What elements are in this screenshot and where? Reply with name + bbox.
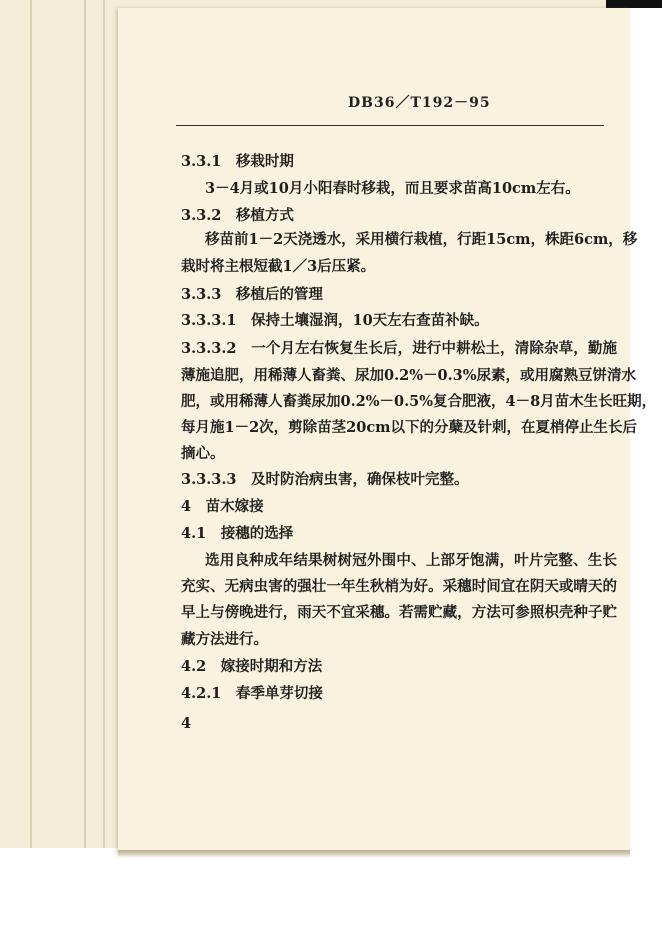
paragraph-line: 3.3.3.1 保持土壤湿润，10天左右查苗补缺。 <box>181 312 489 329</box>
section-heading: 3.3.2 移植方式 <box>181 207 294 224</box>
scan-edge-mark <box>606 0 662 8</box>
page-shadow <box>118 850 630 858</box>
header-rule <box>176 125 604 126</box>
paragraph-line: 薄施追肥，用稀薄人畜粪、尿加0.2%－0.3%尿素，或用腐熟豆饼清水 <box>181 367 637 384</box>
paragraph-line: 充实、无病虫害的强壮一年生秋梢为好。采穗时间宜在阴天或晴天的 <box>181 578 617 595</box>
paragraph-line: 肥，或用稀薄人畜粪尿加0.2%－0.5%复合肥液，4－8月苗木生长旺期， <box>181 393 657 410</box>
page-edge-line <box>30 0 32 848</box>
section-heading: 4 苗木嫁接 <box>181 498 264 515</box>
section-heading: 4.2.1 春季单芽切接 <box>181 685 323 702</box>
page-edge-line <box>103 0 105 848</box>
paragraph-line: 选用良种成年结果树树冠外围中、上部牙饱满，叶片完整、生长 <box>205 552 617 569</box>
paragraph-line: 3.3.3.3 及时防治病虫害，确保枝叶完整。 <box>181 471 469 488</box>
section-heading: 3.3.1 移栽时期 <box>181 153 294 170</box>
document-header: DB36／T192－95 <box>348 95 491 111</box>
paragraph-line: 移苗前1－2天浇透水，采用横行栽植，行距15cm，株距6cm，移 <box>205 231 638 248</box>
section-heading: 4.2 嫁接时期和方法 <box>181 658 323 675</box>
section-heading: 4.1 接穗的选择 <box>181 525 294 542</box>
paragraph-line: 每月施1－2次，剪除苗茎20cm以下的分蘖及针刺，在夏梢停止生长后 <box>181 419 638 436</box>
page-edge-line <box>84 0 86 848</box>
section-heading: 3.3.3 移植后的管理 <box>181 286 323 303</box>
page-number: 4 <box>181 715 192 732</box>
paragraph-line: 3－4月或10月小阳春时移栽，而且要求苗高10cm左右。 <box>205 180 580 197</box>
paragraph-line: 早上与傍晚进行，雨天不宜采穗。若需贮藏，方法可参照枳壳种子贮 <box>181 604 617 621</box>
paragraph-line: 摘心。 <box>181 445 225 462</box>
paragraph-line: 栽时将主根短截1／3后压紧。 <box>181 258 376 275</box>
paragraph-line: 3.3.3.2 一个月左右恢复生长后，进行中耕松土，清除杂草，勤施 <box>181 340 617 357</box>
paragraph-line: 藏方法进行。 <box>181 631 268 648</box>
